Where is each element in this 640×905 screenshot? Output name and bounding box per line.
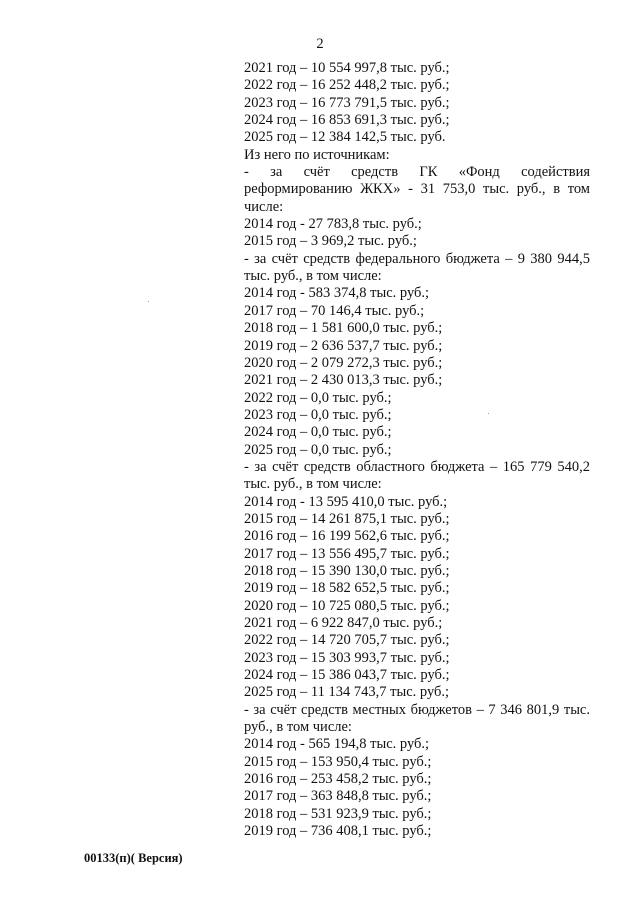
text-line: 2015 год – 153 950,4 тыс. руб.;	[244, 753, 432, 770]
text-line: 2025 год – 12 384 142,5 тыс. руб.	[244, 129, 446, 146]
text-line: 2018 год – 531 923,9 тыс. руб.;	[244, 805, 432, 822]
text-line: 2021 год – 2 430 013,3 тыс. руб.;	[244, 372, 443, 389]
text-line: реформированию ЖКХ» - 31 753,0 тыс. руб., в том	[244, 181, 590, 198]
text-line: 2024 год – 16 853 691,3 тыс. руб.;	[244, 112, 450, 129]
text-line: 2014 год - 27 783,8 тыс. руб.;	[244, 216, 422, 233]
text-line: 2018 год – 1 581 600,0 тыс. руб.;	[244, 320, 443, 337]
text-line: 2020 год – 2 079 272,3 тыс. руб.;	[244, 354, 443, 371]
text-line: 2014 год - 583 374,8 тыс. руб.;	[244, 285, 430, 302]
document-body	[244, 60, 590, 840]
text-line: 2018 год – 15 390 130,0 тыс. руб.;	[244, 562, 450, 579]
text-line: 2017 год – 13 556 495,7 тыс. руб.;	[244, 545, 450, 562]
text-line: 2025 год – 0,0 тыс. руб.;	[244, 441, 392, 458]
text-line: 2025 год – 11 134 743,7 тыс. руб.;	[244, 684, 450, 701]
text-line: 2023 год – 15 303 993,7 тыс. руб.;	[244, 649, 450, 666]
text-line: 2022 год – 16 252 448,2 тыс. руб.;	[244, 77, 450, 94]
text-line: числе:	[244, 198, 284, 215]
text-line: 2023 год – 0,0 тыс. руб.;	[244, 406, 392, 423]
text-line: 2019 год – 736 408,1 тыс. руб.;	[244, 823, 432, 840]
text-line: 2017 год – 363 848,8 тыс. руб.;	[244, 788, 432, 805]
text-line: - за счёт средств ГК «Фонд содействия	[244, 164, 590, 181]
text-line: 2017 год – 70 146,4 тыс. руб.;	[244, 302, 425, 319]
text-line: - за счёт средств местных бюджетов – 7 346 801,9 тыс.	[244, 701, 590, 718]
text-line: 2023 год – 16 773 791,5 тыс. руб.;	[244, 94, 450, 111]
text-line: 2021 год – 10 554 997,8 тыс. руб.;	[244, 60, 450, 76]
text-line: - за счёт средств федерального бюджета – 9 380 944,5	[244, 250, 590, 267]
text-line: - за счёт средств областного бюджета – 165 779 540,2	[244, 458, 590, 475]
document-footer-code: 00133(п)( Версия)	[84, 851, 183, 865]
text-line: 2016 год – 16 199 562,6 тыс. руб.;	[244, 528, 450, 545]
text-line: 2022 год – 14 720 705,7 тыс. руб.;	[244, 632, 450, 649]
text-line: тыс. руб., в том числе:	[244, 476, 382, 493]
text-line: 2021 год – 6 922 847,0 тыс. руб.;	[244, 615, 443, 631]
text-line: 2020 год – 10 725 080,5 тыс. руб.;	[244, 597, 450, 614]
text-line: 2015 год – 3 969,2 тыс. руб.;	[244, 233, 417, 250]
text-line: 2024 год – 15 386 043,7 тыс. руб.;	[244, 667, 450, 684]
text-line: 2019 год – 2 636 537,7 тыс. руб.;	[244, 337, 443, 354]
scan-speck	[148, 301, 149, 302]
text-line: 2016 год – 253 458,2 тыс. руб.;	[244, 771, 432, 788]
text-line: 2015 год – 14 261 875,1 тыс. руб.;	[244, 510, 450, 527]
text-line: тыс. руб., в том числе:	[244, 268, 382, 285]
text-line: 2024 год – 0,0 тыс. руб.;	[244, 424, 392, 441]
text-line: 2022 год – 0,0 тыс. руб.;	[244, 389, 392, 406]
text-line: 2019 год – 18 582 652,5 тыс. руб.;	[244, 580, 450, 597]
page-number: 2	[316, 36, 324, 52]
scan-speck	[488, 413, 489, 414]
text-line: Из него по источникам:	[244, 146, 390, 163]
text-line: руб., в том числе:	[244, 719, 352, 736]
text-line: 2014 год - 13 595 410,0 тыс. руб.;	[244, 493, 448, 510]
text-line: 2014 год - 565 194,8 тыс. руб.;	[244, 736, 430, 753]
